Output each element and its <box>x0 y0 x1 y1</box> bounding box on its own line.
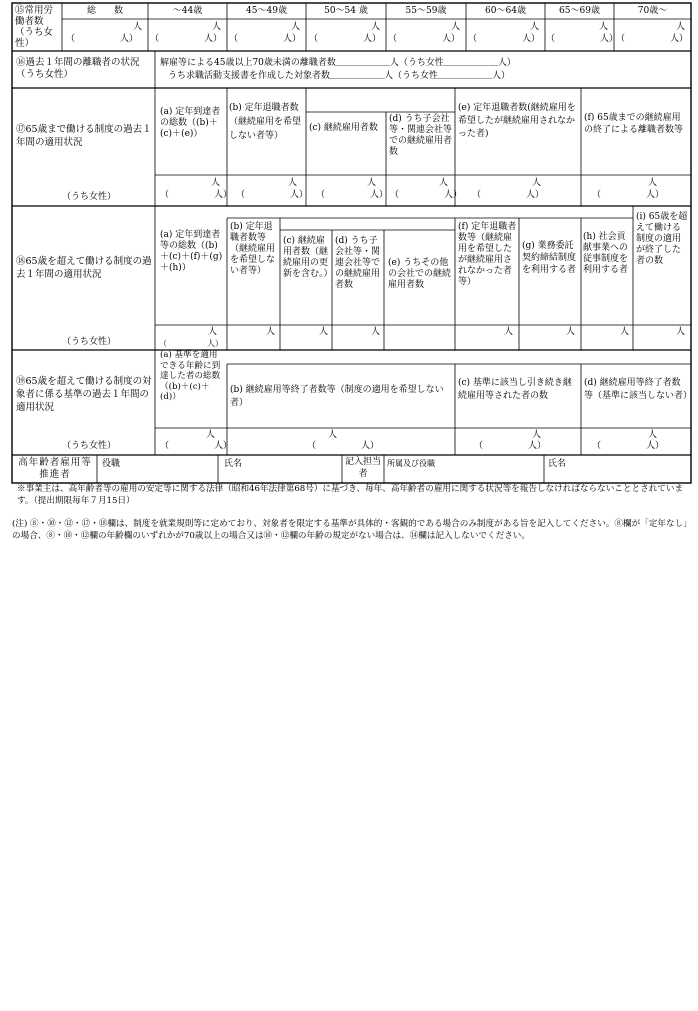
s17-unit-paren: （ 人） <box>472 190 545 200</box>
s15-header-60-64: 60〜64歳 <box>485 6 526 16</box>
s16-line1: 解雇等による45歳以上70歳未満の離職者数＿＿＿＿＿＿人（うち女性＿＿＿＿＿＿人） <box>160 58 516 68</box>
writer-name: 氏名 <box>548 459 567 469</box>
s15-header-55-59: 55〜59歳 <box>405 6 447 16</box>
s15-unit: 人 <box>598 22 608 32</box>
s18-unit: 人 <box>675 327 685 337</box>
s19-col-d: (d) 継続雇用等終了者数等（基準に該当しない者） <box>584 378 693 401</box>
s18-female: （うち女性） <box>62 337 117 347</box>
s17-unit-paren: （ 人） <box>390 190 463 200</box>
s15-unit: 人 <box>290 22 300 32</box>
s15-unit-paren: （ 人） <box>468 34 541 44</box>
s17-col-d: (d) うち子会社等・関連会社等での継続雇用者数 <box>389 114 453 157</box>
s18-col-c: (c) 継続雇用者数（継続雇用の更新を含む。） <box>283 236 333 279</box>
s17-col-e: (e) 定年退職者数(継続雇用を希望したが継続雇用されなかった者) <box>458 103 576 139</box>
s15-unit: 人 <box>132 22 142 32</box>
promoter-label: 高年齢者雇用等推進者 <box>18 457 92 480</box>
s17-unit-paren: （ 人） <box>592 190 665 200</box>
s19-female: （うち女性） <box>62 441 117 451</box>
s18-col-g: (g) 業務委託契約締結制度を利用する者 <box>522 241 577 275</box>
s17-unit: 人 <box>531 178 541 188</box>
s18-col-a: (a) 定年到達者等の総数（(b)＋(c)＋(f)＋(g)＋(h)） <box>160 230 223 273</box>
s19-unit-paren: （ 人） <box>160 441 233 451</box>
promoter-name: 氏名 <box>224 459 243 469</box>
s18-col-i: (i) 65歳を超えて働ける制度の適用が終了した者の数 <box>636 212 688 266</box>
s18-unit: 人 <box>265 327 275 337</box>
s15-header-44: 〜44歳 <box>172 6 203 16</box>
s19-unit-paren: （ 人） <box>474 441 547 451</box>
s17-unit-paren: （ 人） <box>236 190 309 200</box>
s15-header-70: 70歳〜 <box>637 6 668 16</box>
s17-label: ⑰65歳まで働ける制度の過去１年間の適用状況 <box>16 124 152 148</box>
s15-unit-paren: （ 人） <box>150 34 223 44</box>
s17-unit: 人 <box>287 178 297 188</box>
s19-col-b: (b) 継続雇用等終了者数等（制度の適用を希望しない者） <box>230 385 444 408</box>
s18-col-f: (f) 定年退職者数等（継続雇用を希望したが継続雇用されなかった者等） <box>458 222 517 287</box>
promoter-role: 役職 <box>102 459 121 469</box>
s15-unit: 人 <box>211 22 221 32</box>
s15-header-45-49: 45〜49歳 <box>246 6 287 16</box>
s19-unit-paren: （ 人） <box>592 441 665 451</box>
s15-unit-paren: （ 人） <box>309 34 382 44</box>
s17-unit: 人 <box>366 178 376 188</box>
writer-dept: 所属及び役職 <box>387 459 435 468</box>
s19-unit: 人 <box>205 430 215 440</box>
s16-label: ⑯過去１年間の離職者の状況（うち女性） <box>16 57 140 80</box>
s17-female: （うち女性） <box>62 192 117 202</box>
s17-unit-paren: （ 人） <box>160 190 233 200</box>
s15-unit-paren: （ 人） <box>388 34 461 44</box>
s17-unit: 人 <box>647 178 657 188</box>
s18-unit: 人 <box>619 327 629 337</box>
s15-header-total: 総 数 <box>86 6 123 16</box>
s18-unit: 人 <box>503 327 513 337</box>
s17-col-a: (a) 定年到達者の総数（(b)＋(c)＋(e)） <box>160 107 221 139</box>
s17-unit: 人 <box>438 178 448 188</box>
s18-col-b: (b) 定年退職者数等（継続雇用を希望しない者等） <box>230 222 276 276</box>
s15-unit: 人 <box>529 22 539 32</box>
s17-col-f: (f) 65歳までの継続雇用の終了による離職者数等 <box>584 113 684 135</box>
s15-unit: 人 <box>675 22 685 32</box>
s18-col-e: (e) うちその他の会社での継続雇用者数 <box>388 258 452 290</box>
s15-unit: 人 <box>370 22 380 32</box>
s17-unit: 人 <box>210 178 220 188</box>
s15-unit: 人 <box>450 22 460 32</box>
s18-unit: 人 <box>318 327 328 337</box>
s17-col-c: (c) 継続雇用者数 <box>309 123 378 133</box>
s17-col-b: (b) 定年退職者数（継続雇用を希望しない者等） <box>229 103 302 141</box>
s19-unit: 人 <box>327 430 337 440</box>
s18-col-d: (d) うち子会社等・関連会社等での継続雇用者数 <box>335 236 381 290</box>
note-reporting-duty: ※事業主は、高年齢者等の雇用の安定等に関する法律（昭和46年法律第68号）に基づき、毎年、高年齢者の雇用に関する状況等を報告しなければならないこととされています。（提出期限毎年７月15日） <box>17 484 684 506</box>
s19-col-c: (c) 基準に該当し引き続き継続雇用等された者の数 <box>458 378 572 401</box>
s18-unit: 人 <box>565 327 575 337</box>
s16-line2: うち求職活動支援書を作成した対象者数＿＿＿＿＿＿人（うち女性＿＿＿＿＿＿人） <box>168 71 511 81</box>
s15-unit-paren: （ 人） <box>546 34 619 44</box>
s18-label: ⑱65歳を超えて働ける制度の過去１年間の適用状況 <box>16 256 152 280</box>
writer-label: 記入担当者 <box>344 457 381 479</box>
s19-unit-paren: （ 人） <box>307 441 380 451</box>
s15-label: ⑮常用労働者数（うち女性） <box>15 5 54 49</box>
s18-unit-paren: （ 人） <box>159 339 223 348</box>
note-instructions: (注) ⑧・⑩・⑫・⑰・⑱欄は、制度を就業規則等に定めており、対象者を限定する基準が具体的・客観的である場合のみ制度がある旨を記入してください。⑧欄が「定年なし」の場合、⑧・⑩・⑫欄の年齢欄のいずれかが70歳以上の場合又は⑩・⑫欄の年齢の規定がない場合は、⑭欄は記入しないでください。 <box>12 519 688 541</box>
s15-unit-paren: （ 人） <box>616 34 689 44</box>
s18-col-h: (h) 社会貢献事業への従事制度を利用する者 <box>583 232 629 275</box>
s19-label: ⑲65歳を超えて働ける制度の対象者に係る基準の過去１年間の適用状況 <box>16 376 152 413</box>
s19-col-a: (a) 基準を適用できる年齢に到達した者の総数（(b)＋(c)＋(d)） <box>160 350 221 402</box>
s15-unit-paren: （ 人） <box>66 34 139 44</box>
s18-unit: 人 <box>370 327 380 337</box>
s18-unit: 人 <box>207 327 217 337</box>
s15-unit-paren: （ 人） <box>229 34 302 44</box>
s15-header-65-69: 65〜69歳 <box>559 6 600 16</box>
s19-unit: 人 <box>531 430 541 440</box>
s17-unit-paren: （ 人） <box>316 190 389 200</box>
s19-unit: 人 <box>647 430 657 440</box>
s15-header-50-54: 50〜54 歳 <box>324 6 368 16</box>
